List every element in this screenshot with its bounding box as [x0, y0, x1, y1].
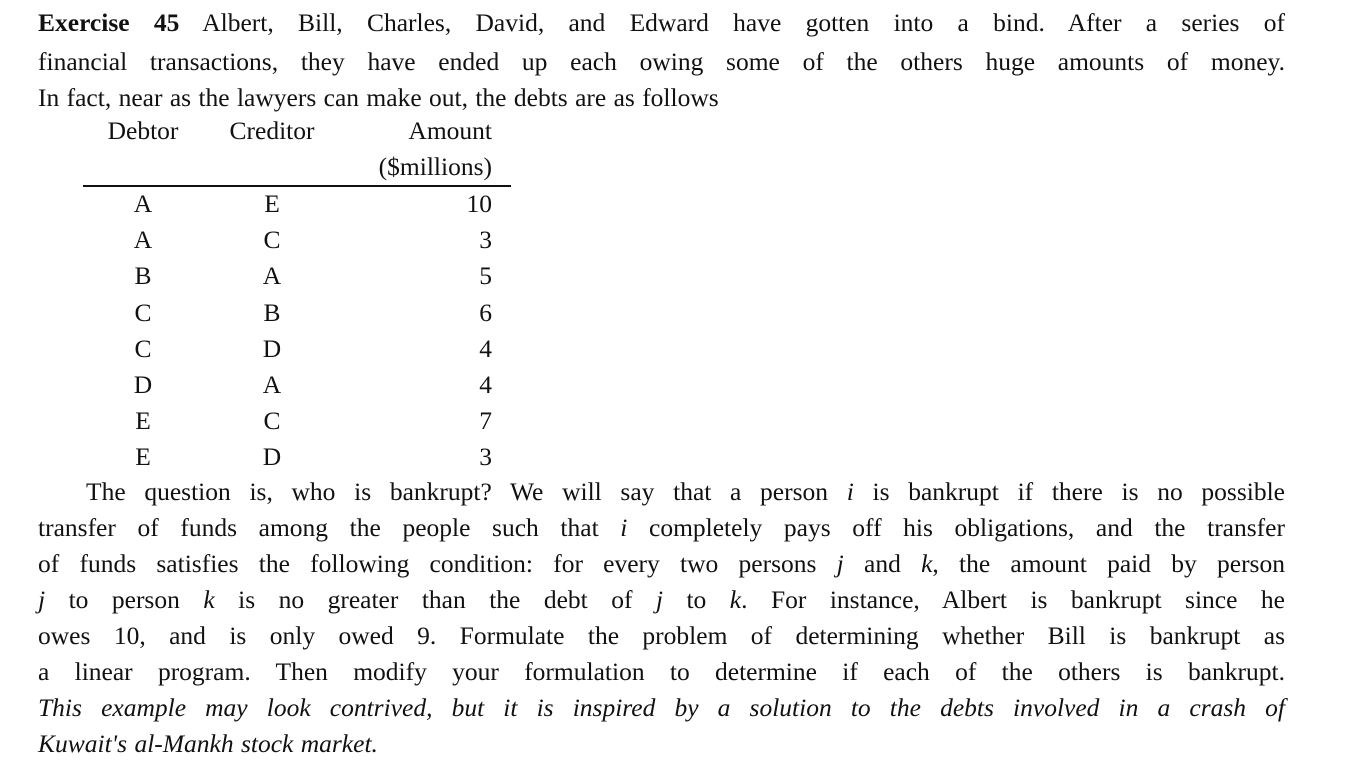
text-segment: financial transactions, they have ended up each owing some of the others huge amounts of money. [38, 47, 1285, 76]
creditor-cell: C [263, 225, 281, 255]
debtor-cell: D [133, 370, 153, 399]
text-segment: The question is, who is bankrupt? We will say that a person [86, 477, 847, 506]
text-segment: is bankrupt if there is no possible [853, 477, 1285, 506]
para2-line [38, 690, 1285, 726]
creditor-cell: C [263, 406, 281, 436]
creditor-cell: A [262, 370, 282, 399]
text-segment: is no greater than the debt of [214, 585, 656, 614]
text-segment: a linear program. Then modify your formulation to determine if each of the others is bankrupt. [38, 657, 1285, 686]
amount-cell: 3 [479, 442, 492, 472]
debtor-cell: E [135, 442, 151, 472]
italic-text: k [203, 585, 215, 614]
para2-line [38, 618, 1285, 654]
text-segment: completely pays off his obligations, and the transfer [627, 513, 1285, 542]
italic-text: k [729, 585, 742, 614]
italic-text: j [38, 585, 46, 614]
text-segment: Albert, Bill, Charles, David, and Edward have gotten into a bind. After a series of [179, 8, 1285, 37]
italic-text: This example may look contrived, but it is inspired by a solution to the debts involved in a crash of [38, 693, 1285, 722]
italic-text: j [655, 585, 663, 614]
para1-line [38, 80, 1285, 116]
creditor-cell: E [264, 189, 280, 218]
para2-line [86, 474, 1285, 510]
header-debtor: Debtor [107, 116, 179, 145]
italic-text: j [836, 549, 844, 578]
text-segment: . For instance, Albert is bankrupt since he [741, 585, 1285, 614]
italic-text: i [620, 513, 628, 542]
para2-line [38, 726, 1285, 762]
para2-line [38, 582, 1285, 618]
para2-line [38, 654, 1285, 690]
creditor-cell: B [263, 297, 281, 327]
text-segment: of funds satisfies the following condition: for every two persons [38, 549, 837, 578]
creditor-cell: D [262, 442, 282, 472]
text-segment: , the amount paid by person [932, 549, 1285, 578]
creditor-cell: A [262, 261, 282, 291]
exercise-label: Exercise 45 [38, 8, 180, 37]
debtor-cell: A [133, 225, 153, 255]
amount-cell: 7 [479, 406, 492, 436]
amount-cell: 4 [479, 333, 492, 363]
amount-cell: 5 [479, 261, 492, 291]
header-creditor: Creditor [229, 116, 315, 145]
para2-line [38, 510, 1285, 546]
text-segment: and [843, 549, 922, 578]
header-amount: Amount [408, 116, 492, 145]
amount-cell: 4 [479, 370, 492, 399]
debtor-cell: E [135, 406, 151, 436]
text-segment: owes 10, and is only owed 9. Formulate the problem of determining whether Bill is bankrupt as [38, 621, 1285, 650]
text-segment: transfer of funds among the people such that [38, 513, 621, 542]
debtor-cell: C [134, 333, 152, 363]
amount-cell: 10 [466, 189, 492, 218]
text-segment: to person [45, 585, 204, 614]
creditor-cell: D [262, 333, 282, 363]
text-segment: In fact, near as the lawyers can make out, the debts are as follows [38, 83, 719, 112]
debtor-cell: C [134, 297, 152, 327]
debtor-cell: A [133, 189, 153, 218]
italic-text: i [846, 477, 854, 506]
amount-cell: 6 [479, 297, 492, 327]
italic-text: k [921, 549, 933, 578]
amount-cell: 3 [479, 225, 492, 255]
header-amount-unit: ($millions) [378, 152, 492, 181]
para1-line [38, 44, 1285, 80]
para2-line [38, 546, 1285, 582]
text-segment: to [663, 585, 730, 614]
italic-text: Kuwait's al-Mankh stock market. [38, 729, 378, 758]
para1-line [38, 5, 1285, 41]
debtor-cell: B [134, 261, 152, 291]
